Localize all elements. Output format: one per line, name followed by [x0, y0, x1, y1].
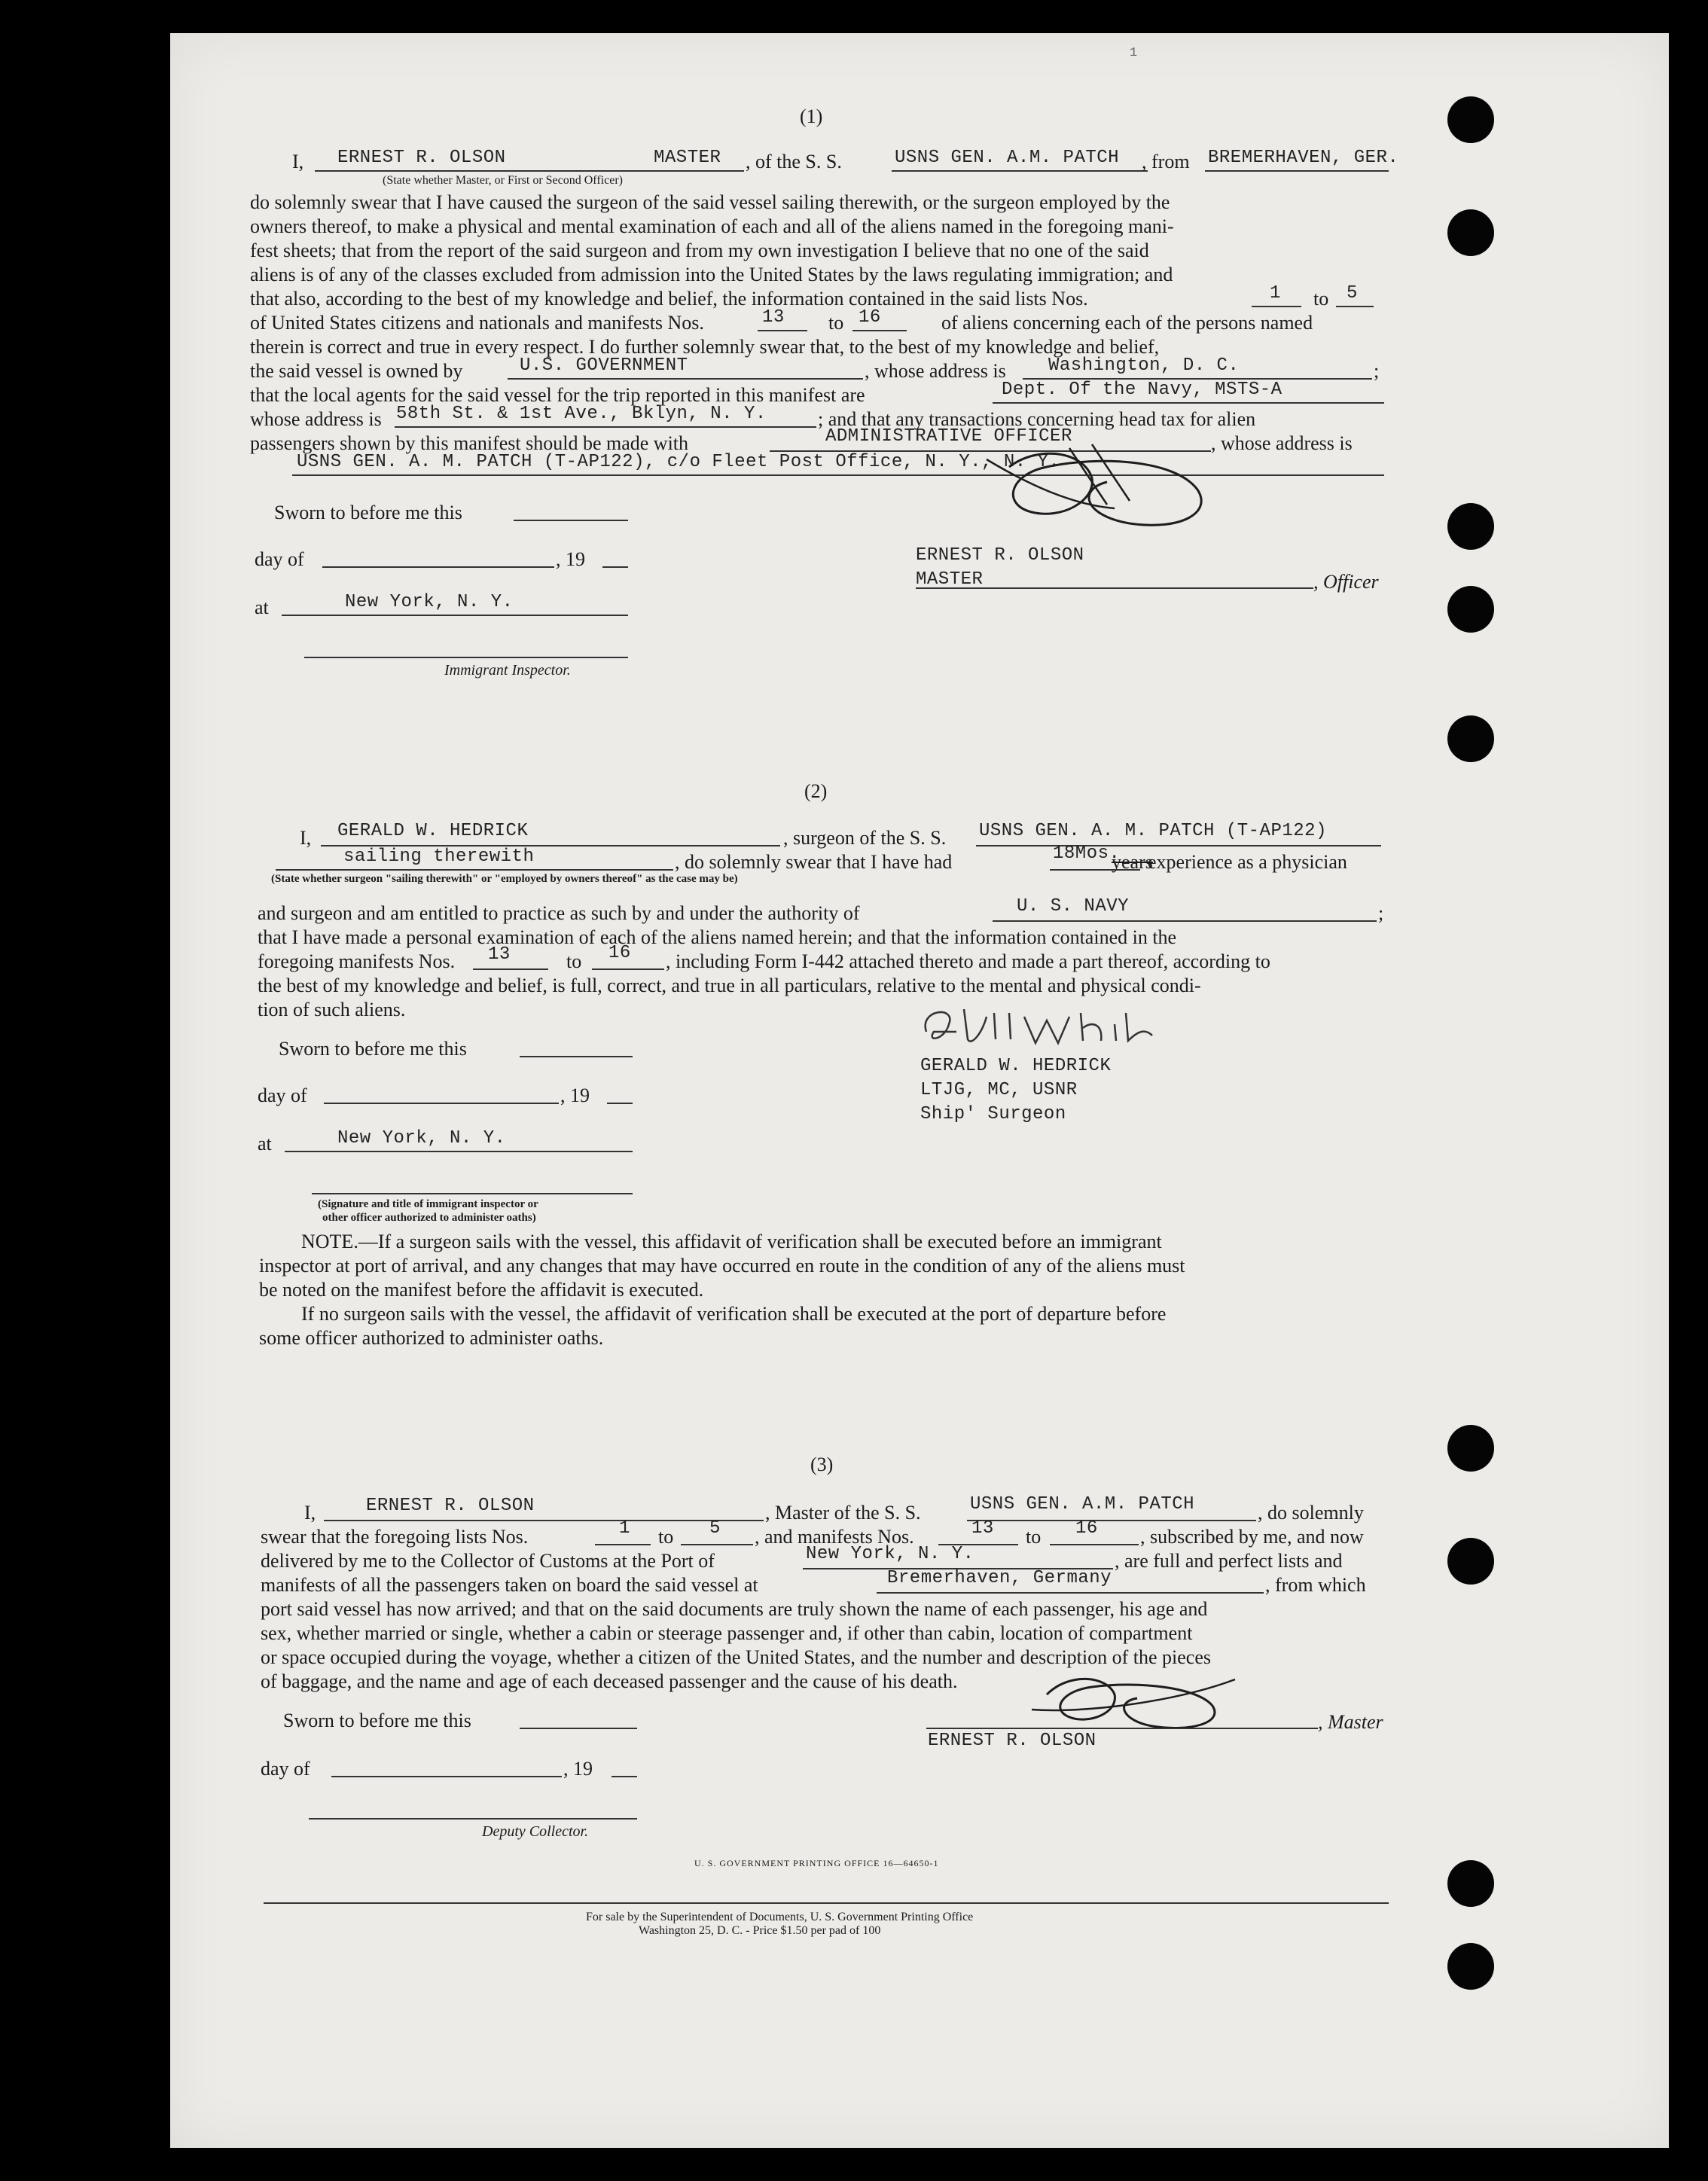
s2-exam-line: that I have made a personal examination of each of the aliens named herein; and that the information contained in the [258, 926, 1177, 948]
s1-lists-text: that also, according to the best of my knowledge and belief, the information contained in the said lists Nos. [250, 288, 1088, 310]
s2-vessel: USNS GEN. A. M. PATCH (T-AP122) [979, 821, 1327, 841]
s3-from-which: , from which [1265, 1574, 1366, 1596]
s1-head-tax-addr-text: , whose address is [1211, 432, 1353, 454]
s2-manifest-to: 16 [608, 943, 631, 963]
s3-day-of: day of [261, 1758, 310, 1780]
s3-master-sig-name: ERNEST R. OLSON [928, 1731, 1096, 1751]
s2-tail-line-1: tion of such aliens. [258, 999, 406, 1020]
s1-of-the-ss: , of the S. S. [746, 151, 842, 172]
surgeon-signature [911, 1002, 1182, 1054]
s2-at: at [258, 1133, 272, 1155]
s1-i-label: I, [292, 151, 304, 172]
s3-manifest-from: 13 [971, 1518, 994, 1539]
s1-rank-note: (State whether Master, or First or Second Officer) [383, 174, 623, 187]
s2-nineteen: , 19 [560, 1084, 590, 1106]
s2-place: New York, N. Y. [337, 1128, 506, 1148]
punch-hole [1447, 1425, 1494, 1472]
s1-manifest-to: 16 [859, 307, 881, 328]
s3-boarded-port: Bremerhaven, Germany [887, 1568, 1112, 1588]
s3-master-name: ERNEST R. OLSON [366, 1496, 535, 1516]
s2-i-label: I, [300, 827, 312, 849]
s3-i-label: I, [304, 1502, 316, 1524]
s1-head-tax-text: passengers shown by this manifest should be made with [250, 432, 689, 454]
s1-nineteen: , 19 [556, 548, 585, 570]
s1-from-label: , from [1142, 151, 1190, 172]
footer-gpo: U. S. GOVERNMENT PRINTING OFFICE 16—64650-1 [694, 1858, 939, 1868]
s1-officer-rank: MASTER [916, 569, 984, 590]
s1-address-text: , whose address is [865, 360, 1006, 382]
punch-hole [1447, 96, 1494, 143]
s2-authority: U. S. NAVY [1017, 896, 1130, 917]
s2-sig-caption-1: (Signature and title of immigrant inspector or [318, 1198, 538, 1210]
s3-full-text: , are full and perfect lists and [1115, 1550, 1343, 1572]
s1-semicolon: ; [1374, 360, 1380, 382]
s1-vessel: USNS GEN. A.M. PATCH [895, 148, 1120, 168]
s3-nineteen: , 19 [563, 1758, 593, 1780]
s2-to: to [566, 950, 582, 972]
s2-sig-caption-2: other officer authorized to administer oaths) [322, 1212, 536, 1224]
s1-to1: to [1313, 288, 1329, 310]
s1-owned-text: the said vessel is owned by [250, 360, 463, 382]
s1-owner: U.S. GOVERNMENT [520, 355, 688, 376]
s1-usc-text: of United States citizens and nationals and manifests Nos. [250, 312, 704, 334]
s3-solemnly: , do solemnly [1258, 1502, 1364, 1524]
s2-struck-years: years [1112, 851, 1153, 873]
s3-sworn: Sworn to before me this [283, 1710, 471, 1731]
s1-owner-address: Washington, D. C. [1048, 355, 1240, 376]
punch-hole [1447, 1943, 1494, 1990]
s1-place: New York, N. Y. [345, 592, 514, 612]
s2-surgeon-name: GERALD W. HEDRICK [337, 821, 529, 841]
s1-inspector-label: Immigrant Inspector. [444, 662, 571, 679]
s1-agent-addr-text: whose address is [250, 408, 382, 430]
s3-to1: to [658, 1526, 674, 1548]
s2-authority-text: and surgeon and am entitled to practice as such by and under the authority of [258, 902, 860, 924]
s3-subscribed: , subscribed by me, and now [1140, 1526, 1364, 1548]
punch-hole [1447, 209, 1494, 256]
s3-body-line-0: port said vessel has now arrived; and that on the said documents are truly shown the name of each passenger, his age and [261, 1598, 1208, 1620]
page-mark: 1 [1130, 46, 1138, 60]
s1-at: at [255, 596, 269, 618]
s1-officer-name: ERNEST R. OLSON [916, 545, 1084, 566]
s2-note-line-4: some officer authorized to administer oaths. [259, 1327, 604, 1349]
s2-note-line-3: If no surgeon sails with the vessel, the affidavit of verification shall be executed at the port of departure before [301, 1303, 1167, 1325]
s2-surgeon-sig-name: GERALD W. HEDRICK [920, 1056, 1112, 1076]
s2-surgeon-title: Ship' Surgeon [920, 1104, 1066, 1124]
s1-day-of: day of [255, 548, 304, 570]
punch-hole [1447, 1538, 1494, 1585]
s2-manifests-text: foregoing manifests Nos. [258, 950, 456, 972]
s3-to2: to [1026, 1526, 1042, 1548]
s3-lists-to: 5 [709, 1518, 721, 1539]
s1-therein-line: therein is correct and true in every respect. I do further solemnly swear that, to the best of my knowledge and belief, [250, 336, 1160, 358]
s1-agents: Dept. Of the Navy, MSTS-A [1002, 380, 1283, 400]
punch-hole [1447, 1860, 1494, 1907]
s3-and-manifests: , and manifests Nos. [755, 1526, 914, 1548]
s1-agents-text: that the local agents for the said vessel for the trip reported in this manifest are [250, 384, 865, 406]
master-signature-1 [979, 437, 1235, 535]
s1-manifest-from: 13 [762, 307, 785, 328]
s3-body-line-1: sex, whether married or single, whether a cabin or steerage passenger and, if other than cabin, location of compartment [261, 1622, 1193, 1644]
s2-manifest-from: 13 [488, 944, 511, 965]
s1-officer-label: , Officer [1313, 571, 1379, 593]
s1-lists-to: 5 [1347, 283, 1358, 304]
punch-hole [1447, 586, 1494, 633]
s1-sworn: Sworn to before me this [274, 502, 462, 523]
s1-body-line-0: do solemnly swear that I have caused the surgeon of the said vessel sailing therewith, or the surgeon employed by the [250, 191, 1170, 213]
s2-manifests-tail: , including Form I-442 attached thereto and made a part thereof, according to [666, 950, 1270, 972]
s3-master-text: , Master of the S. S. [765, 1502, 921, 1524]
s1-usc-tail: of aliens concerning each of the persons named [941, 312, 1313, 334]
s1-body-line-1: owners thereof, to make a physical and mental examination of each and all of the aliens named in the foregoing mani- [250, 215, 1174, 237]
s2-day-of: day of [258, 1084, 307, 1106]
s3-lists-from: 1 [619, 1518, 630, 1539]
s1-port-from: BREMERHAVEN, GER. [1208, 148, 1399, 168]
s1-head-tax-with: ADMINISTRATIVE OFFICER [825, 426, 1072, 447]
s3-port: New York, N. Y. [806, 1544, 974, 1564]
s3-body-line-2: or space occupied during the voyage, whether a citizen of the United States, and the number and description of the pieces [261, 1646, 1212, 1668]
section-2-number: (2) [804, 780, 828, 802]
s3-master-label: , Master [1318, 1711, 1383, 1733]
s1-body-line-3: aliens is of any of the classes excluded from admission into the United States by the laws regulating immigration; and [250, 264, 1173, 285]
s1-master-name: ERNEST R. OLSON [337, 148, 506, 168]
s3-manifest-to: 16 [1075, 1518, 1098, 1539]
s1-lists-from: 1 [1270, 283, 1281, 304]
s3-vessel: USNS GEN. A.M. PATCH [970, 1494, 1195, 1514]
s2-note-line-2: be noted on the manifest before the affidavit is executed. [259, 1279, 704, 1301]
s1-to2: to [828, 312, 844, 334]
s3-swear-text: swear that the foregoing lists Nos. [261, 1526, 529, 1548]
s2-note-line-1: inspector at port of arrival, and any changes that may have occurred en route in the condition of any of the aliens must [259, 1255, 1185, 1277]
s2-sailing: sailing therewith [343, 846, 535, 867]
section-3-number: (3) [810, 1453, 834, 1475]
s2-tail-line-0: the best of my knowledge and belief, is full, correct, and true in all particulars, relative to the mental and physical condi- [258, 975, 1201, 996]
s3-body-line-3: of baggage, and the name and age of each deceased passenger and the cause of his death. [261, 1670, 958, 1692]
s2-semicolon: ; [1378, 902, 1384, 924]
s3-delivered-text: delivered by me to the Collector of Customs at the Port of [261, 1550, 715, 1572]
s1-agent-tail: ; and that any transactions concerning head tax for alien [818, 408, 1256, 430]
punch-hole [1447, 503, 1494, 550]
s2-note-line-0: NOTE.—If a surgeon sails with the vessel, this affidavit of verification shall be executed before an immigrant [301, 1231, 1162, 1252]
s2-exp-tail: experience as a physician [1148, 851, 1347, 873]
s3-boarded-text: manifests of all the passengers taken on board the said vessel at [261, 1574, 758, 1596]
s2-experience: 18Mos. [1053, 843, 1121, 864]
s2-swear-text: , do solemnly swear that I have had [675, 851, 953, 873]
s1-rank: MASTER [654, 148, 721, 168]
s1-head-tax-address: USNS GEN. A. M. PATCH (T-AP122), c/o Fleet Post Office, N. Y., N. Y. [297, 452, 1060, 472]
punch-hole [1447, 715, 1494, 762]
s1-body-line-2: fest sheets; that from the report of the said surgeon and from my own investigation I believe that no one of the said [250, 239, 1149, 261]
s2-sailing-note: (State whether surgeon "sailing therewith" or "employed by owners thereof" as the case may be) [271, 873, 738, 885]
s2-surgeon-text: , surgeon of the S. S. [783, 827, 947, 849]
footer-sale-2: Washington 25, D. C. - Price $1.50 per pad of 100 [639, 1924, 881, 1937]
s1-agent-address: 58th St. & 1st Ave., Bklyn, N. Y. [396, 404, 767, 424]
section-1-number: (1) [800, 105, 823, 127]
s3-deputy-label: Deputy Collector. [482, 1823, 589, 1840]
s2-surgeon-rank: LTJG, MC, USNR [920, 1080, 1078, 1100]
s2-sworn: Sworn to before me this [279, 1038, 467, 1060]
footer-sale-1: For sale by the Superintendent of Documents, U. S. Government Printing Office [586, 1911, 974, 1923]
